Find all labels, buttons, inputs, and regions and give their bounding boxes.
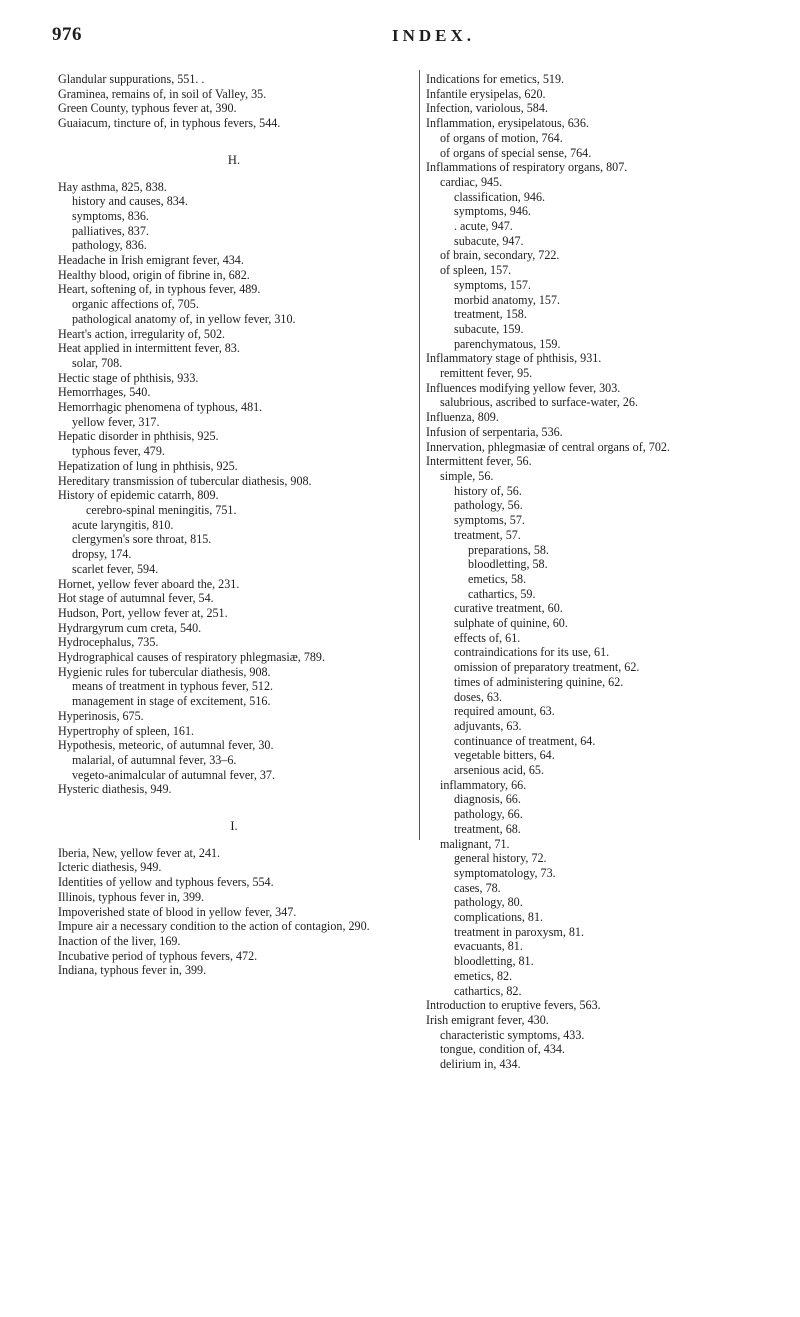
index-column-right <box>426 72 774 1072</box>
index-subentry: emetics, 58. <box>468 571 527 586</box>
index-entry: Influenza, 809. <box>426 410 499 425</box>
index-subentry: parenchymatous, 159. <box>454 336 561 351</box>
index-entry: Hydrographical causes of respiratory phlegmasiæ, 789. <box>58 650 325 665</box>
index-subentry: evacuants, 81. <box>454 939 523 954</box>
index-entry: Intermittent fever, 56. <box>426 454 532 469</box>
index-subentry: treatment, 57. <box>454 527 521 542</box>
index-subentry: of organs of motion, 764. <box>440 130 563 145</box>
index-entry: Hyperinosis, 675. <box>58 708 144 723</box>
index-entry: Innervation, phlegmasiæ of central organs of, 702. <box>426 439 670 454</box>
index-subentry: of organs of special sense, 764. <box>440 145 592 160</box>
index-entry: Hepatization of lung in phthisis, 925. <box>58 458 238 473</box>
index-subentry: scarlet fever, 594. <box>72 561 159 576</box>
index-subentry: characteristic symptoms, 433. <box>440 1027 585 1042</box>
index-entry: Green County, typhous fever at, 390. <box>58 101 237 116</box>
index-entry: Indications for emetics, 519. <box>426 72 565 86</box>
index-subentry: complications, 81. <box>454 910 544 925</box>
index-entry: Influences modifying yellow fever, 303. <box>426 380 621 395</box>
index-subentry: dropsy, 174. <box>72 547 132 562</box>
index-subentry: clergymen's sore throat, 815. <box>72 532 212 547</box>
index-subentry: symptoms, 946. <box>454 204 531 219</box>
index-subentry: subacute, 159. <box>454 321 524 336</box>
index-subentry: salubrious, ascribed to surface-water, 26. <box>440 395 638 410</box>
index-entry: Inaction of the liver, 169. <box>58 933 181 948</box>
index-entry: Hot stage of autumnal fever, 54. <box>58 591 214 606</box>
index-column-left <box>58 72 410 978</box>
index-entry: Hemorrhages, 540. <box>58 385 151 400</box>
index-entry: Inflammation, erysipelatous, 636. <box>426 116 589 131</box>
index-subentry: doses, 63. <box>454 689 503 704</box>
index-entry: Infection, variolous, 584. <box>426 101 548 116</box>
index-subentry: continuance of treatment, 64. <box>454 733 596 748</box>
index-subentry: preparations, 58. <box>468 542 549 557</box>
index-subentry: bloodletting, 81. <box>454 954 534 969</box>
index-subentry: morbid anatomy, 157. <box>454 292 561 307</box>
index-subentry: symptoms, 57. <box>454 513 525 528</box>
column-divider <box>419 70 420 840</box>
index-subentry: symptoms, 157. <box>454 277 531 292</box>
index-entry: Hepatic disorder in phthisis, 925. <box>58 429 219 444</box>
index-entry: Inflammations of respiratory organs, 807. <box>426 160 628 175</box>
index-entry: Infantile erysipelas, 620. <box>426 86 546 101</box>
index-subentry: history of, 56. <box>454 483 522 498</box>
index-entry: Iberia, New, yellow fever at, 241. <box>58 845 221 860</box>
index-entry: Introduction to eruptive fevers, 563. <box>426 998 601 1013</box>
page-header <box>52 24 760 52</box>
index-subentry: remittent fever, 95. <box>440 366 533 381</box>
index-subentry: typhous fever, 479. <box>72 444 165 459</box>
index-subentry: delirium in, 434. <box>440 1057 521 1072</box>
index-subentry: means of treatment in typhous fever, 512. <box>72 679 274 694</box>
index-entry: Hydrocephalus, 735. <box>58 635 159 650</box>
index-entry: Hudson, Port, yellow fever at, 251. <box>58 605 228 620</box>
index-subentry: cerebro-spinal meningitis, 751. <box>86 502 237 517</box>
index-subentry: pathological anatomy of, in yellow fever, 310. <box>72 311 296 326</box>
index-entry: Indiana, typhous fever in, 399. <box>58 963 207 978</box>
index-subentry: cases, 78. <box>454 880 501 895</box>
index-subentry: cathartics, 82. <box>454 983 522 998</box>
index-subentry: contraindications for its use, 61. <box>454 645 610 660</box>
index-subentry: emetics, 82. <box>454 968 513 983</box>
index-subentry: treatment in paroxysm, 81. <box>454 924 584 939</box>
index-subentry: arsenious acid, 65. <box>454 763 545 778</box>
index-subentry: solar, 708. <box>72 355 123 370</box>
index-subentry: vegetable bitters, 64. <box>454 748 555 763</box>
index-entry: Hemorrhagic phenomena of typhous, 481. <box>58 400 263 415</box>
index-entry: Healthy blood, origin of fibrine in, 682. <box>58 267 250 282</box>
section-letter: H. <box>227 152 241 167</box>
index-entry: Heart's action, irregularity of, 502. <box>58 326 226 341</box>
index-subentry: . acute, 947. <box>454 219 513 234</box>
index-subentry: pathology, 66. <box>454 807 523 822</box>
index-subentry: diagnosis, 66. <box>454 792 521 807</box>
index-entry: Illinois, typhous fever in, 399. <box>58 889 205 904</box>
index-entry: Hereditary transmission of tubercular diathesis, 908. <box>58 473 312 488</box>
index-subentry: required amount, 63. <box>454 704 555 719</box>
index-subentry: effects of, 61. <box>454 630 521 645</box>
index-subentry: of brain, secondary, 722. <box>440 248 560 263</box>
index-subentry: malignant, 71. <box>440 836 510 851</box>
index-subentry: palliatives, 837. <box>72 223 149 238</box>
index-entry: History of epidemic catarrh, 809. <box>58 488 219 503</box>
index-subentry: vegeto-animalcular of autumnal fever, 37. <box>72 767 276 782</box>
index-subentry: malarial, of autumnal fever, 33–6. <box>72 752 237 767</box>
index-entry: Hectic stage of phthisis, 933. <box>58 370 199 385</box>
index-entry: Irish emigrant fever, 430. <box>426 1013 549 1027</box>
index-subentry: pathology, 56. <box>454 498 523 513</box>
index-subentry: simple, 56. <box>440 468 494 483</box>
index-subentry: yellow fever, 317. <box>72 414 160 429</box>
running-title: INDEX. <box>392 26 476 45</box>
index-subentry: history and causes, 834. <box>72 194 188 209</box>
index-subentry: curative treatment, 60. <box>454 601 563 616</box>
index-entry: Hornet, yellow fever aboard the, 231. <box>58 576 240 591</box>
index-entry: Hysteric diathesis, 949. <box>58 782 172 797</box>
index-entry: Hay asthma, 825, 838. <box>58 179 167 194</box>
index-subentry: inflammatory, 66. <box>440 777 527 792</box>
index-entry: Impure air a necessary condition to the action of contagion, 290. <box>58 919 370 934</box>
index-entry: Impoverished state of blood in yellow fever, 347. <box>58 904 297 919</box>
index-entry: Icteric diathesis, 949. <box>58 860 162 875</box>
index-subentry: treatment, 68. <box>454 821 521 836</box>
index-entry: Hypertrophy of spleen, 161. <box>58 723 195 738</box>
index-subentry: cathartics, 59. <box>468 586 536 601</box>
index-entry: Glandular suppurations, 551. . <box>58 72 205 86</box>
index-subentry: general history, 72. <box>454 851 547 866</box>
section-letter: I. <box>230 819 238 834</box>
index-entry: Hygienic rules for tubercular diathesis, 908. <box>58 664 271 679</box>
index-subentry: adjuvants, 63. <box>454 718 522 733</box>
index-subentry: subacute, 947. <box>454 233 524 248</box>
index-subentry: management in stage of excitement, 516. <box>72 694 271 709</box>
index-subentry: pathology, 80. <box>454 895 523 910</box>
index-entry: Graminea, remains of, in soil of Valley, 35. <box>58 86 267 101</box>
index-subentry: acute laryngitis, 810. <box>72 517 174 532</box>
index-entry: Inflammatory stage of phthisis, 931. <box>426 351 602 366</box>
index-subentry: tongue, condition of, 434. <box>440 1042 565 1057</box>
index-entry: Hypothesis, meteoric, of autumnal fever, 30. <box>58 738 274 753</box>
index-subentry: sulphate of quinine, 60. <box>454 616 568 631</box>
index-entry: Incubative period of typhous fevers, 472. <box>58 948 258 963</box>
index-entry: Heart, softening of, in typhous fever, 489. <box>58 282 261 297</box>
index-subentry: pathology, 836. <box>72 238 147 253</box>
index-entry: Infusion of serpentaria, 536. <box>426 424 563 439</box>
index-subentry: classification, 946. <box>454 189 546 204</box>
index-entry: Hydrargyrum cum creta, 540. <box>58 620 202 635</box>
index-subentry: treatment, 158. <box>454 307 527 322</box>
index-subentry: of spleen, 157. <box>440 263 512 278</box>
index-subentry: symptomatology, 73. <box>454 865 556 880</box>
index-subentry: organic affections of, 705. <box>72 297 199 312</box>
index-subentry: bloodletting, 58. <box>468 557 548 572</box>
page-number: 976 <box>52 24 82 45</box>
index-entry: Guaiacum, tincture of, in typhous fevers, 544. <box>58 116 281 131</box>
index-subentry: symptoms, 836. <box>72 208 149 223</box>
index-entry: Headache in Irish emigrant fever, 434. <box>58 253 244 268</box>
index-subentry: times of administering quinine, 62. <box>454 674 624 689</box>
index-subentry: cardiac, 945. <box>440 174 503 189</box>
index-subentry: omission of preparatory treatment, 62. <box>454 660 640 675</box>
index-entry: Identities of yellow and typhous fevers, 554. <box>58 875 274 890</box>
index-entry: Heat applied in intermittent fever, 83. <box>58 341 240 356</box>
